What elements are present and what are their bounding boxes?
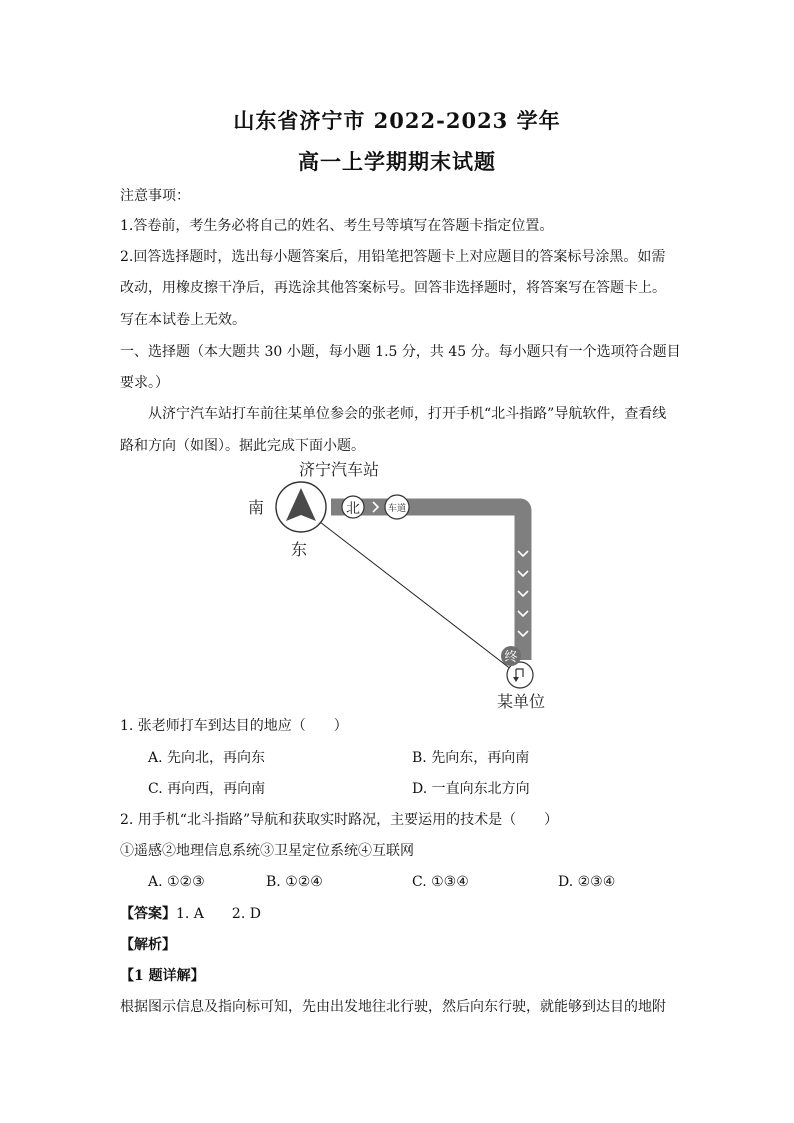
answer-value: 1. A 2. D: [176, 906, 261, 922]
q2-option-c[interactable]: C. ①③④: [412, 874, 469, 890]
notes-item-2-cont: 改动，用橡皮擦干净后，再选涂其他答案标号。回答非选择题时，将答案写在答题卡上。: [120, 280, 666, 296]
notes-item-1: 1.答卷前，考生务必将自己的姓名、考生号等填写在答题卡指定位置。: [120, 218, 554, 234]
map-end-label: 某单位: [497, 692, 546, 711]
north-badge-text: 北: [346, 501, 360, 517]
question-1-stem: 1. 张老师打车到达目的地应（ ）: [120, 718, 348, 734]
passage-line-1: 从济宁汽车站打车前往某单位参会的张老师，打开手机“北斗指路”导航软件，查看线: [148, 406, 667, 422]
notes-item-2-end: 写在本试卷上无效。: [120, 312, 246, 328]
exam-subtitle: 高一上学期期末试题: [298, 149, 496, 174]
route-band: [331, 507, 523, 660]
section-heading-cont: 要求。）: [120, 375, 169, 391]
q1-option-a[interactable]: A. 先向北，再向东: [148, 750, 266, 766]
q1-option-d[interactable]: D. 一直向东北方向: [412, 781, 530, 797]
q1-option-c[interactable]: C. 再向西，再向南: [148, 781, 266, 797]
notes-item-2: 2.回答选择题时，选出每小题答案后，用铅笔把答题卡上对应题目的答案标号涂黑。如需: [120, 249, 666, 265]
map-south-label: 南: [248, 498, 265, 517]
answer-label: 【答案】: [120, 906, 176, 922]
lane-badge-text: 车道: [387, 504, 407, 514]
answer-line: [120, 904, 680, 924]
analysis-text: 根据图示信息及指向标可知，先由出发地往北行驶，然后向东行驶，就能够到达目的地附: [120, 999, 666, 1015]
question-2-stem: 2. 用手机“北斗指路”导航和获取实时路况，主要运用的技术是（ ）: [120, 812, 559, 828]
q1-option-b[interactable]: B. 先向东，再向南: [412, 750, 530, 766]
direct-line: [320, 522, 516, 673]
q2-option-b[interactable]: B. ①②④: [266, 874, 323, 890]
end-badge-text: 终: [504, 650, 518, 665]
map-start-label: 济宁汽车站: [299, 460, 380, 479]
passage-line-2: 路和方向（如图）。据此完成下面小题。: [120, 438, 365, 454]
q2-option-a[interactable]: A. ①②③: [148, 874, 205, 890]
notes-heading: 注意事项：: [120, 188, 190, 204]
map-east-label: 东: [291, 540, 308, 559]
analysis-label: 【解析】: [120, 937, 176, 953]
analysis-detail-label: 【1 题详解】: [120, 968, 205, 984]
section-heading: 一、选择题（本大题共 30 小题，每小题 1.5 分，共 45 分。每小题只有一个选项符合题目: [120, 344, 681, 360]
question-2-items: ①遥感②地理信息系统③卫星定位系统④互联网: [120, 843, 414, 859]
q2-option-d[interactable]: D. ②③④: [558, 874, 616, 890]
navigation-map-figure: [236, 455, 566, 715]
exam-title: 山东省济宁市 2022-2023 学年: [233, 108, 561, 133]
